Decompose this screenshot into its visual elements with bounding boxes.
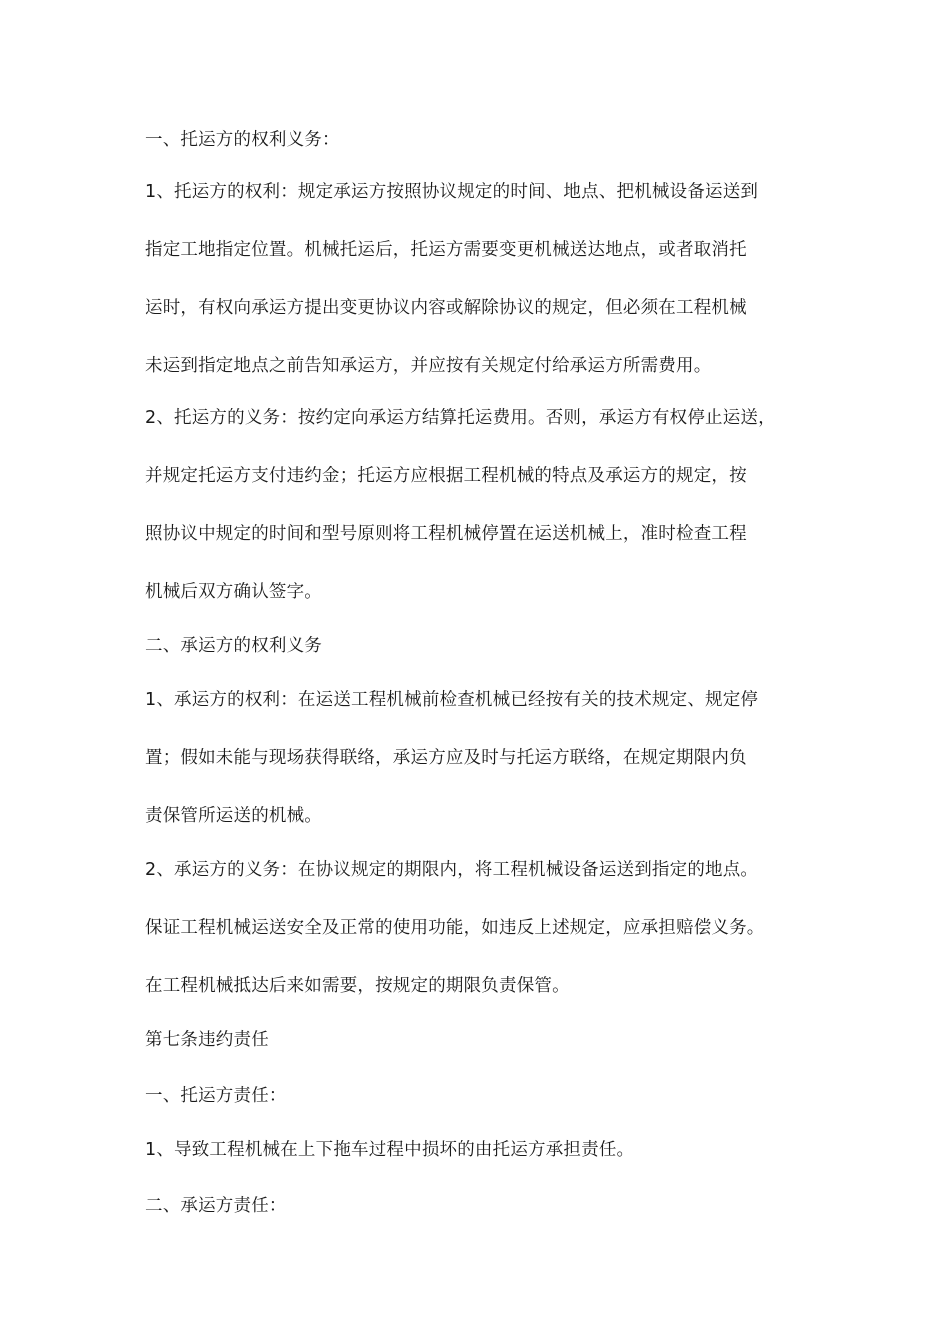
section-heading-carrier-rights: 二、承运方的权利义务 [145, 636, 322, 656]
paragraph-line: 并规定托运方支付违约金；托运方应根据工程机械的特点及承运方的规定，按 [145, 466, 747, 486]
paragraph-line: 指定工地指定位置。机械托运后，托运方需要变更机械送达地点，或者取消托 [145, 240, 747, 260]
paragraph-line: 在工程机械抵达后来如需要，按规定的期限负责保管。 [145, 976, 570, 996]
paragraph-line: 机械后双方确认签字。 [145, 582, 322, 602]
paragraph-line: 保证工程机械运送安全及正常的使用功能，如违反上述规定，应承担赔偿义务。 [145, 918, 765, 938]
paragraph-line: 2、托运方的义务：按约定向承运方结算托运费用。否则，承运方有权停止运送， [145, 408, 776, 428]
paragraph-line: 1、托运方的权利：规定承运方按照协议规定的时间、地点、把机械设备运送到 [145, 182, 759, 202]
article-heading-liability: 第七条违约责任 [145, 1030, 269, 1050]
paragraph-line: 责保管所运送的机械。 [145, 806, 322, 826]
section-heading-shipper-rights: 一、托运方的权利义务： [145, 130, 340, 150]
paragraph-line: 2、承运方的义务：在协议规定的期限内，将工程机械设备运送到指定的地点。 [145, 860, 759, 880]
paragraph-line: 运时，有权向承运方提出变更协议内容或解除协议的规定，但必须在工程机械 [145, 298, 747, 318]
section-heading-shipper-liability: 一、托运方责任： [145, 1086, 287, 1106]
paragraph-line: 未运到指定地点之前告知承运方，并应按有关规定付给承运方所需费用。 [145, 356, 712, 376]
section-heading-carrier-liability: 二、承运方责任： [145, 1196, 287, 1216]
paragraph-line: 1、承运方的权利：在运送工程机械前检查机械已经按有关的技术规定、规定停 [145, 690, 759, 710]
paragraph-line: 置；假如未能与现场获得联络，承运方应及时与托运方联络，在规定期限内负 [145, 748, 747, 768]
paragraph-line: 照协议中规定的时间和型号原则将工程机械停置在运送机械上，准时检查工程 [145, 524, 747, 544]
paragraph-line: 1、导致工程机械在上下拖车过程中损坏的由托运方承担责任。 [145, 1140, 635, 1160]
